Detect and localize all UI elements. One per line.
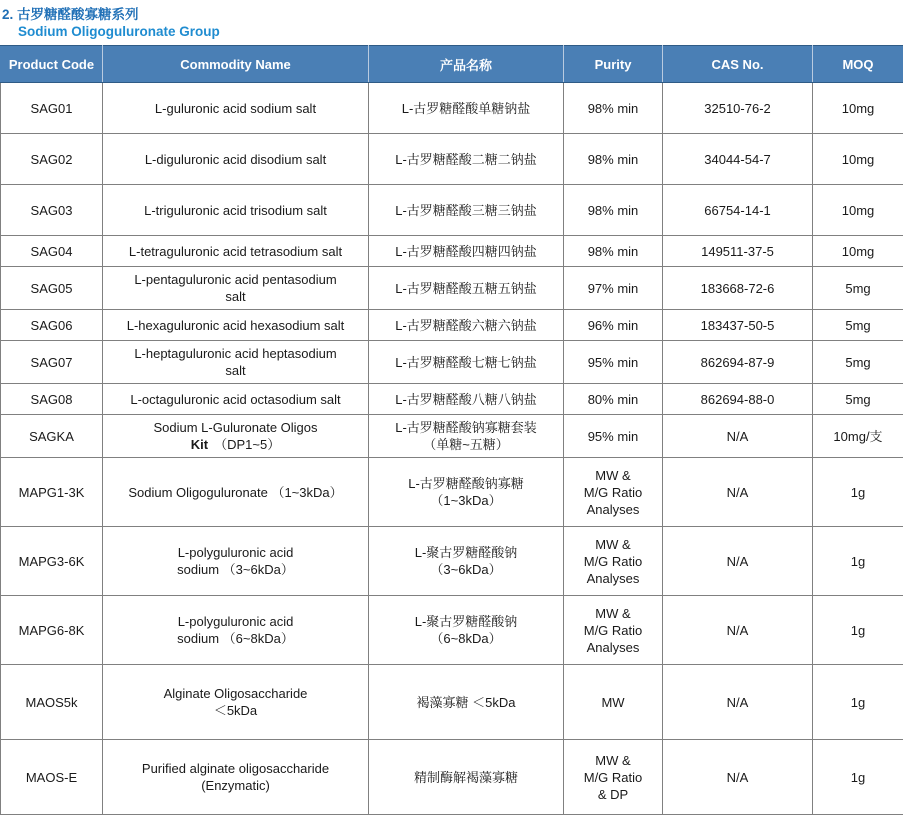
cell-moq: 10mg	[813, 83, 903, 134]
cell-purity	[564, 596, 663, 665]
commodity-name-line1: L-pentaguluronic acid pentasodium	[106, 271, 365, 288]
cell-commodity-name	[103, 665, 369, 740]
cell-commodity-name	[103, 83, 369, 134]
cell-commodity-name	[103, 236, 369, 267]
column-header-moq: MOQ	[813, 46, 903, 83]
section-title-english: Sodium Oligoguluronate Group	[2, 23, 903, 41]
purity-line1: MW &	[567, 605, 659, 622]
section-title-chinese: 2. 古罗糖醛酸寡糖系列	[2, 6, 903, 23]
cell-purity	[564, 341, 663, 384]
table-row	[1, 310, 903, 341]
cell-cas-no: 183437-50-5	[663, 310, 813, 341]
cell-product-code: SAG03	[1, 185, 103, 236]
cell-product-code: SAGKA	[1, 415, 103, 458]
cell-cas-no: N/A	[663, 596, 813, 665]
cell-product-name-cn	[369, 384, 564, 415]
cell-product-code: MAOS5k	[1, 665, 103, 740]
product-name-cn-line1: L-古罗糖醛酸八糖八钠盐	[372, 391, 560, 408]
table-row	[1, 415, 903, 458]
product-name-cn-line1: L-古罗糖醛酸四糖四钠盐	[372, 243, 560, 260]
table-row	[1, 740, 903, 815]
cell-cas-no: 862694-88-0	[663, 384, 813, 415]
cell-product-code: SAG06	[1, 310, 103, 341]
cell-moq: 10mg	[813, 185, 903, 236]
cell-cas-no: N/A	[663, 527, 813, 596]
cell-commodity-name	[103, 267, 369, 310]
cell-cas-no: 183668-72-6	[663, 267, 813, 310]
cell-cas-no: N/A	[663, 740, 813, 815]
commodity-name-line2	[106, 436, 365, 453]
product-name-cn-line1: L-古罗糖醛酸五糖五钠盐	[372, 280, 560, 297]
cell-purity	[564, 740, 663, 815]
cell-product-code: MAPG3-6K	[1, 527, 103, 596]
commodity-name-line1: Alginate Oligosaccharide	[106, 685, 365, 702]
cell-product-name-cn	[369, 415, 564, 458]
cell-product-code: SAG05	[1, 267, 103, 310]
cell-product-name-cn	[369, 740, 564, 815]
cell-product-code: SAG02	[1, 134, 103, 185]
cell-purity	[564, 458, 663, 527]
commodity-name-line1: Purified alginate oligosaccharide	[106, 760, 365, 777]
cell-commodity-name	[103, 134, 369, 185]
section-heading	[0, 0, 903, 45]
cell-product-name-cn	[369, 236, 564, 267]
commodity-name-line1: Sodium L-Guluronate Oligos	[106, 419, 365, 436]
table-row	[1, 458, 903, 527]
product-name-cn-line1: L-古罗糖醛酸单糖钠盐	[372, 100, 560, 117]
cell-product-name-cn	[369, 341, 564, 384]
product-name-cn-line1: 褐藻寡糖 ＜5kDa	[372, 694, 560, 711]
purity-line2: M/G Ratio	[567, 553, 659, 570]
commodity-name-line1: L-diguluronic acid disodium salt	[106, 151, 365, 168]
product-name-cn-line2: （6~8kDa）	[372, 630, 560, 647]
table-row	[1, 527, 903, 596]
purity-line1: MW	[567, 694, 659, 711]
cell-product-code: SAG04	[1, 236, 103, 267]
product-name-cn-line1: L-古罗糖醛酸二糖二钠盐	[372, 151, 560, 168]
commodity-name-line2: salt	[106, 362, 365, 379]
cell-commodity-name	[103, 384, 369, 415]
cell-purity	[564, 415, 663, 458]
table-row	[1, 267, 903, 310]
purity-line3: Analyses	[567, 639, 659, 656]
commodity-name-line1: L-polyguluronic acid	[106, 613, 365, 630]
commodity-name-line1: L-polyguluronic acid	[106, 544, 365, 561]
table-row	[1, 596, 903, 665]
cell-cas-no: 32510-76-2	[663, 83, 813, 134]
cell-moq: 1g	[813, 596, 903, 665]
column-header-purity: Purity	[564, 46, 663, 83]
cell-product-code: MAPG6-8K	[1, 596, 103, 665]
product-name-cn-line1: L-聚古罗糖醛酸钠	[372, 613, 560, 630]
cell-product-name-cn	[369, 596, 564, 665]
purity-line3: & DP	[567, 786, 659, 803]
product-table	[0, 45, 903, 815]
cell-product-name-cn	[369, 267, 564, 310]
purity-line1: 96% min	[567, 317, 659, 334]
cell-product-name-cn	[369, 83, 564, 134]
purity-line1: 80% min	[567, 391, 659, 408]
cell-purity	[564, 384, 663, 415]
commodity-name-line1: L-hexaguluronic acid hexasodium salt	[106, 317, 365, 334]
cell-moq: 5mg	[813, 267, 903, 310]
product-name-cn-line2: （单糖~五糖）	[372, 436, 560, 453]
commodity-name-line2: ＜5kDa	[106, 702, 365, 719]
cell-purity	[564, 665, 663, 740]
product-name-cn-line1: L-古罗糖醛酸六糖六钠盐	[372, 317, 560, 334]
cell-cas-no: N/A	[663, 665, 813, 740]
cell-moq: 1g	[813, 527, 903, 596]
table-row	[1, 134, 903, 185]
table-row	[1, 236, 903, 267]
commodity-name-line1: L-octaguluronic acid octasodium salt	[106, 391, 365, 408]
cell-purity	[564, 83, 663, 134]
table-row	[1, 384, 903, 415]
commodity-name-kit-label: Kit	[191, 437, 208, 452]
cell-cas-no: 66754-14-1	[663, 185, 813, 236]
cell-purity	[564, 236, 663, 267]
purity-line3: Analyses	[567, 501, 659, 518]
cell-cas-no: 149511-37-5	[663, 236, 813, 267]
cell-product-name-cn	[369, 185, 564, 236]
table-row	[1, 83, 903, 134]
column-header-product-name-cn: 产品名称	[369, 46, 564, 83]
commodity-name-line1: L-tetraguluronic acid tetrasodium salt	[106, 243, 365, 260]
cell-product-name-cn	[369, 665, 564, 740]
purity-line1: MW &	[567, 752, 659, 769]
cell-product-name-cn	[369, 134, 564, 185]
product-name-cn-line1: L-古罗糖醛酸钠寡糖	[372, 475, 560, 492]
commodity-name-line1: L-guluronic acid sodium salt	[106, 100, 365, 117]
cell-product-code: MAPG1-3K	[1, 458, 103, 527]
cell-product-code: SAG01	[1, 83, 103, 134]
cell-product-name-cn	[369, 458, 564, 527]
cell-purity	[564, 185, 663, 236]
commodity-name-line1: L-triguluronic acid trisodium salt	[106, 202, 365, 219]
product-name-cn-line1: L-古罗糖醛酸三糖三钠盐	[372, 202, 560, 219]
cell-moq: 5mg	[813, 341, 903, 384]
commodity-name-line2: sodium （6~8kDa）	[106, 630, 365, 647]
cell-moq: 1g	[813, 740, 903, 815]
purity-line2: M/G Ratio	[567, 484, 659, 501]
table-header	[1, 46, 903, 83]
cell-moq: 10mg	[813, 236, 903, 267]
cell-commodity-name	[103, 341, 369, 384]
purity-line1: 98% min	[567, 151, 659, 168]
cell-cas-no: 862694-87-9	[663, 341, 813, 384]
purity-line2: M/G Ratio	[567, 622, 659, 639]
commodity-name-line2: sodium （3~6kDa）	[106, 561, 365, 578]
purity-line1: 98% min	[567, 202, 659, 219]
cell-moq: 1g	[813, 665, 903, 740]
table-header-row	[1, 46, 903, 83]
product-name-cn-line1: L-聚古罗糖醛酸钠	[372, 544, 560, 561]
cell-product-code: MAOS-E	[1, 740, 103, 815]
column-header-product-code: Product Code	[1, 46, 103, 83]
commodity-name-line2: salt	[106, 288, 365, 305]
cell-commodity-name	[103, 310, 369, 341]
table-row	[1, 341, 903, 384]
cell-commodity-name	[103, 415, 369, 458]
purity-line1: 98% min	[567, 243, 659, 260]
commodity-name-line1: Sodium Oligoguluronate （1~3kDa）	[106, 484, 365, 501]
cell-cas-no: N/A	[663, 415, 813, 458]
cell-moq: 10mg	[813, 134, 903, 185]
cell-commodity-name	[103, 596, 369, 665]
product-name-cn-line1: L-古罗糖醛酸钠寡糖套装	[372, 419, 560, 436]
cell-commodity-name	[103, 185, 369, 236]
cell-commodity-name	[103, 527, 369, 596]
commodity-name-line2: (Enzymatic)	[106, 777, 365, 794]
purity-line2: M/G Ratio	[567, 769, 659, 786]
table-row	[1, 185, 903, 236]
cell-cas-no: 34044-54-7	[663, 134, 813, 185]
cell-product-code: SAG08	[1, 384, 103, 415]
cell-commodity-name	[103, 458, 369, 527]
product-name-cn-line2: （3~6kDa）	[372, 561, 560, 578]
cell-moq: 5mg	[813, 310, 903, 341]
commodity-name-dp-range: （DP1~5）	[214, 437, 280, 452]
cell-moq: 1g	[813, 458, 903, 527]
cell-cas-no: N/A	[663, 458, 813, 527]
column-header-commodity-name: Commodity Name	[103, 46, 369, 83]
purity-line1: 97% min	[567, 280, 659, 297]
column-header-cas-no: CAS No.	[663, 46, 813, 83]
purity-line1: 95% min	[567, 428, 659, 445]
product-name-cn-line1: L-古罗糖醛酸七糖七钠盐	[372, 354, 560, 371]
cell-product-code: SAG07	[1, 341, 103, 384]
cell-purity	[564, 310, 663, 341]
purity-line1: 95% min	[567, 354, 659, 371]
table-body	[1, 83, 903, 815]
purity-line1: MW &	[567, 536, 659, 553]
purity-line3: Analyses	[567, 570, 659, 587]
purity-line1: 98% min	[567, 100, 659, 117]
cell-moq: 10mg/支	[813, 415, 903, 458]
commodity-name-line1: L-heptaguluronic acid heptasodium	[106, 345, 365, 362]
product-name-cn-line2: （1~3kDa）	[372, 492, 560, 509]
cell-purity	[564, 134, 663, 185]
cell-purity	[564, 267, 663, 310]
product-name-cn-line1: 精制酶解褐藻寡糖	[372, 769, 560, 786]
table-row	[1, 665, 903, 740]
cell-product-name-cn	[369, 310, 564, 341]
cell-purity	[564, 527, 663, 596]
cell-commodity-name	[103, 740, 369, 815]
cell-product-name-cn	[369, 527, 564, 596]
purity-line1: MW &	[567, 467, 659, 484]
cell-moq: 5mg	[813, 384, 903, 415]
